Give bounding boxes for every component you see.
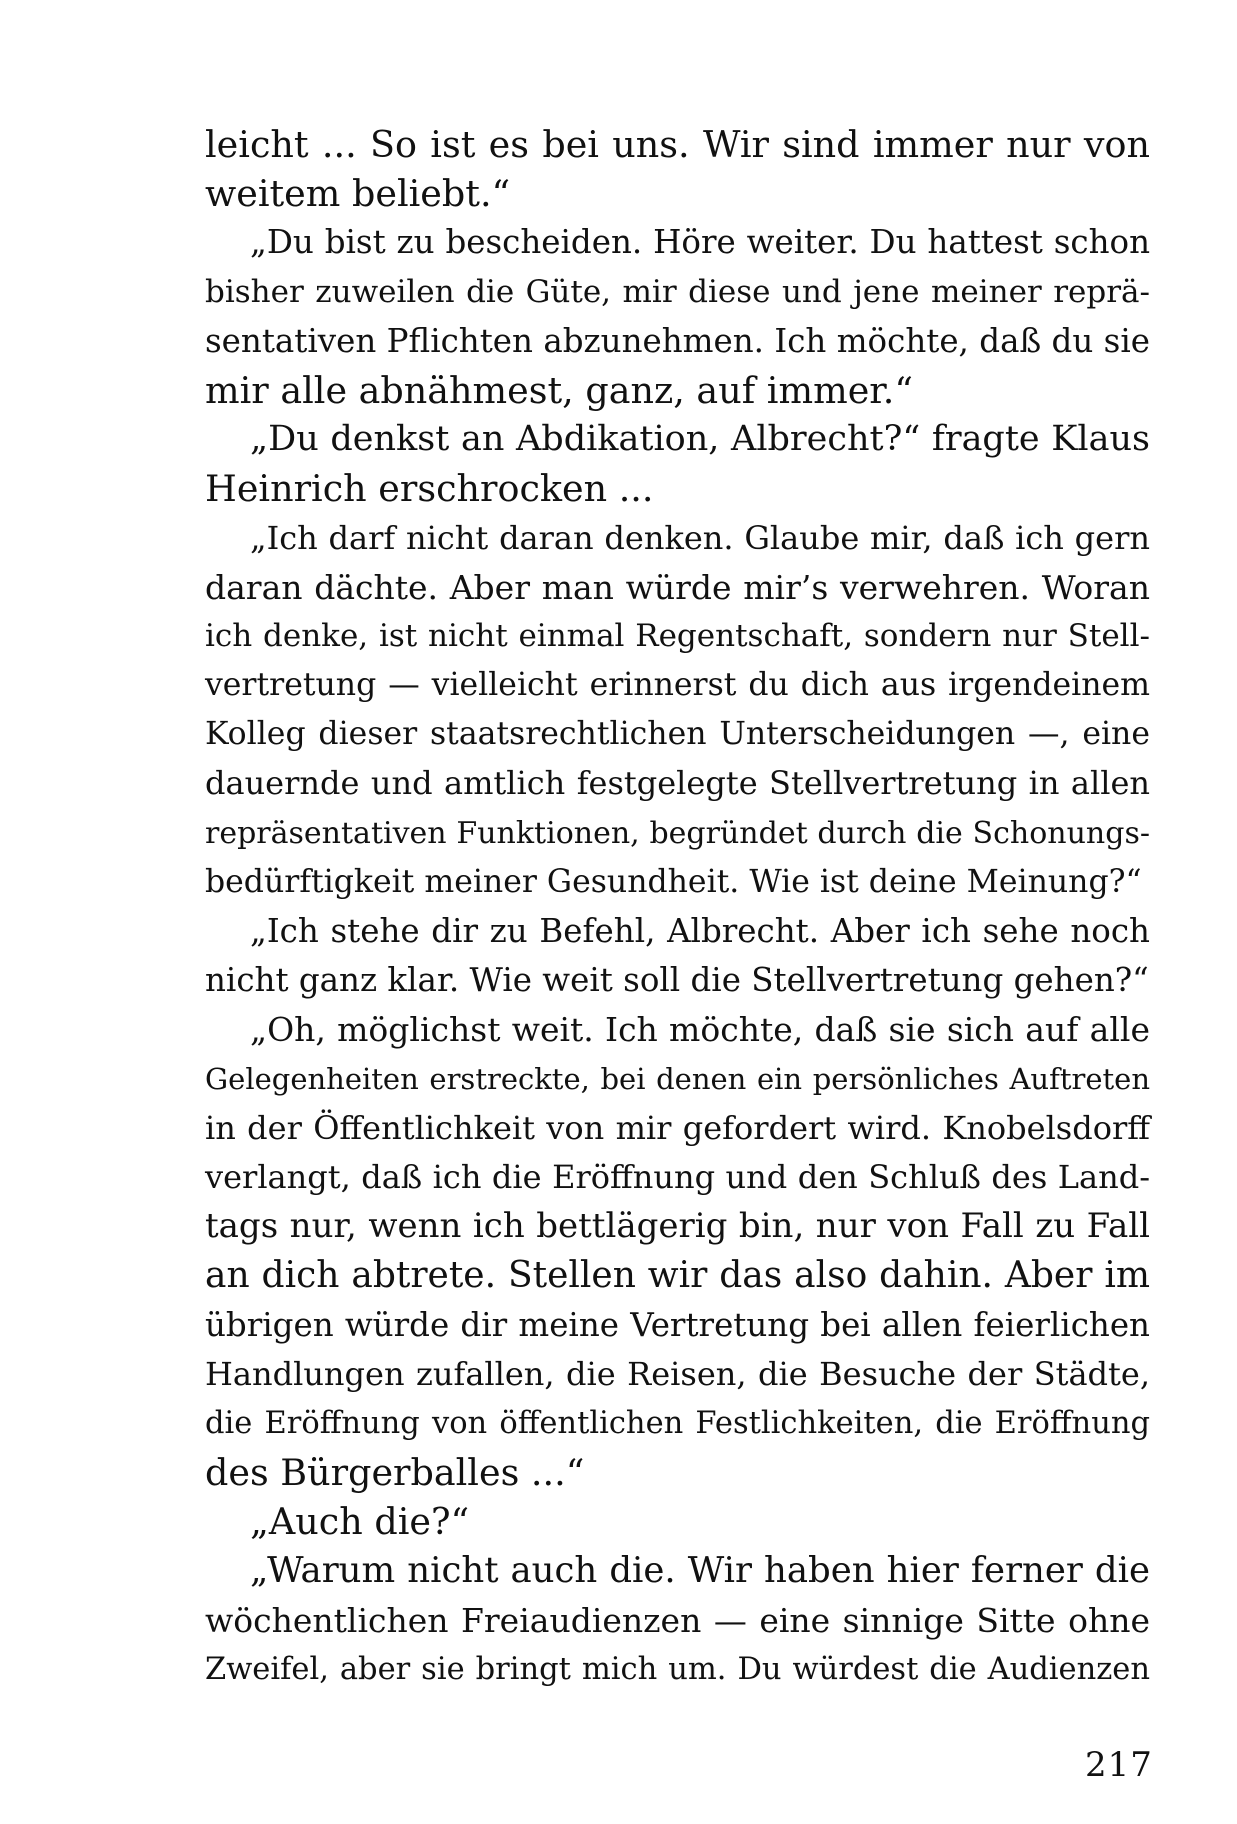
text-line: in der Öffentlichkeit von mir gefordert wird. Knobelsdorff <box>205 1108 1150 1147</box>
text-line: bedürftigkeit meiner Gesundheit. Wie ist deine Meinung?“ <box>205 863 1142 900</box>
text-line: Kolleg dieser staatsrechtlichen Unterscheidungen —, eine <box>205 716 1150 753</box>
text-line: nicht ganz klar. Wie weit soll die Stellvertretung gehen?“ <box>205 961 1149 1000</box>
text-line: „Auch die?“ <box>250 1500 470 1544</box>
text-line: übrigen würde dir meine Vertretung bei allen feierlichen <box>205 1305 1150 1344</box>
text-line: verlangt, daß ich die Eröffnung und den Schluß des Land- <box>205 1157 1150 1196</box>
text-line: Heinrich erschrocken ... <box>205 467 654 511</box>
text-line: wöchentlichen Freiaudienzen — eine sinnige Sitte ohne <box>205 1600 1150 1640</box>
body-text <box>205 120 1150 1694</box>
page-number: 217 <box>1085 1745 1153 1785</box>
text-line: vertretung — vielleicht erinnerst du dich aus irgendeinem <box>205 667 1150 704</box>
text-line: Handlungen zufallen, die Reisen, die Besuche der Städte, <box>205 1354 1150 1393</box>
text-line: repräsentativen Funktionen, begründet durch die Schonungs- <box>205 815 1150 851</box>
text-line: „Oh, möglichst weit. Ich möchte, daß sie sich auf alle <box>250 1010 1150 1050</box>
text-line: ich denke, ist nicht einmal Regentschaft, sondern nur Stell- <box>205 617 1150 654</box>
text-line: Zweifel, aber sie bringt mich um. Du würdest die Audienzen <box>205 1651 1150 1687</box>
text-line: „Warum nicht auch die. Wir haben hier ferner die <box>250 1550 1150 1592</box>
text-line: bisher zuweilen die Güte, mir diese und jene meiner reprä- <box>205 273 1150 310</box>
text-line: „Ich stehe dir zu Befehl, Albrecht. Aber ich sehe noch <box>250 912 1150 950</box>
text-line: an dich abtrete. Stellen wir das also dahin. Aber im <box>205 1255 1150 1297</box>
text-line: Gelegenheiten erstreckte, bei denen ein persönliches Auftreten <box>205 1061 1150 1096</box>
text-line: dauernde und amtlich festgelegte Stellvertretung in allen <box>205 764 1150 803</box>
text-line: weitem beliebt.“ <box>205 172 511 216</box>
text-line: tags nur, wenn ich bettlägerig bin, nur von Fall zu Fall <box>205 1206 1150 1247</box>
text-line: daran dächte. Aber man würde mir’s verwehren. Woran <box>205 567 1150 607</box>
text-line: die Eröffnung von öffentlichen Festlichkeiten, die Eröffnung <box>205 1405 1150 1441</box>
text-line: „Du denkst an Abdikation, Albrecht?“ fragte Klaus <box>250 419 1150 460</box>
text-line: sentativen Pflichten abzunehmen. Ich möchte, daß du sie <box>205 321 1150 360</box>
text-line: des Bürgerballes ...“ <box>205 1451 585 1495</box>
text-line: leicht ... So ist es bei uns. Wir sind immer nur von <box>205 123 1150 166</box>
text-line: „Ich darf nicht daran denken. Glaube mir, daß ich gern <box>250 518 1150 557</box>
text-line: mir alle abnähmest, ganz, auf immer.“ <box>205 368 914 412</box>
text-line: „Du bist zu bescheiden. Höre weiter. Du hattest schon <box>250 223 1150 262</box>
